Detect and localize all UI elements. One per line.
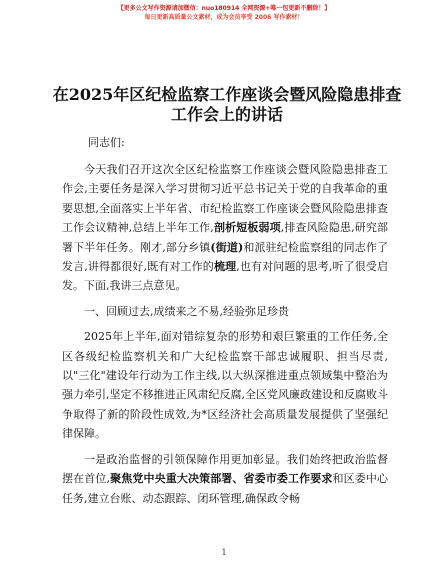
promo-line-1: 【更多公文写作资源请加微信：nuo180914 全网资源+唯一包更新不删除！】 bbox=[117, 5, 331, 12]
document-body bbox=[62, 160, 388, 514]
text-run: 和派驻纪检监察组的同志作了发言,讲得都很好,既有对工作的 bbox=[62, 240, 389, 274]
text-run: 今天我们召开这次全区纪检监察工作座谈会暨风险隐患排查工作会,主要任务是深入学习贯彻习近平总书记关于党的自我革命的重要思想,全面落实上半年省、市纪检监察工作座谈会暨风险隐患排查工作会议精神,总结上半年工作, bbox=[62, 163, 388, 235]
bold-run: 梳理 bbox=[213, 260, 237, 274]
promo-banner bbox=[0, 4, 448, 22]
paragraph-political-supervision bbox=[62, 450, 388, 508]
text-run: ,排查风险隐患,研究部署下半年任务。刚才,部分乡镇 bbox=[62, 221, 389, 254]
section-heading-1: 一、回顾过去,成绩来之不易,经验弥足珍贵 bbox=[84, 304, 289, 318]
text-run: 和区委中心任务,建立台账、动态跟踪、闭环管理,确保政令畅 bbox=[62, 472, 389, 505]
text-run: 一是政治监督的引领保障作用更加彰显。我们始终把政治监督摆在首位, bbox=[62, 452, 388, 486]
paragraph-intro bbox=[62, 160, 388, 296]
bold-run: (街道) bbox=[210, 240, 244, 254]
bold-run: 聚焦党中央重大决策部署、省委市委工作要求 bbox=[109, 472, 333, 486]
salutation: 同志们: bbox=[88, 136, 125, 149]
page-number: 1 bbox=[221, 548, 227, 557]
text-run: ,也有对问题的思考,听了很受启发。下面,我讲三点意见。 bbox=[62, 260, 389, 293]
bold-run: 剖析短板弱项 bbox=[213, 221, 281, 235]
promo-line-2: 每日更新高质量公文素材，成为会员享受 2006 写作素材！ bbox=[144, 14, 304, 21]
document-title: 在2025年区纪检监察工作座谈会暨风险隐患排查工作会上的讲话 bbox=[52, 85, 402, 124]
paragraph-review: 2025年上半年,面对错综复杂的形势和艰巨繁重的工作任务,全区各级纪检监察机关和广大纪检监察干部忠诚履职、担当尽责,以"三化"建设年行动为工作主线,以大纵深推进重点领域集中整治为强力牵引,坚定不移推进正风肃纪反腐,全区党风廉政建设和反腐败斗争取得了新的阶段性成效,为*区经济社会高质量发展提供了坚强纪律保障。 bbox=[62, 330, 388, 441]
